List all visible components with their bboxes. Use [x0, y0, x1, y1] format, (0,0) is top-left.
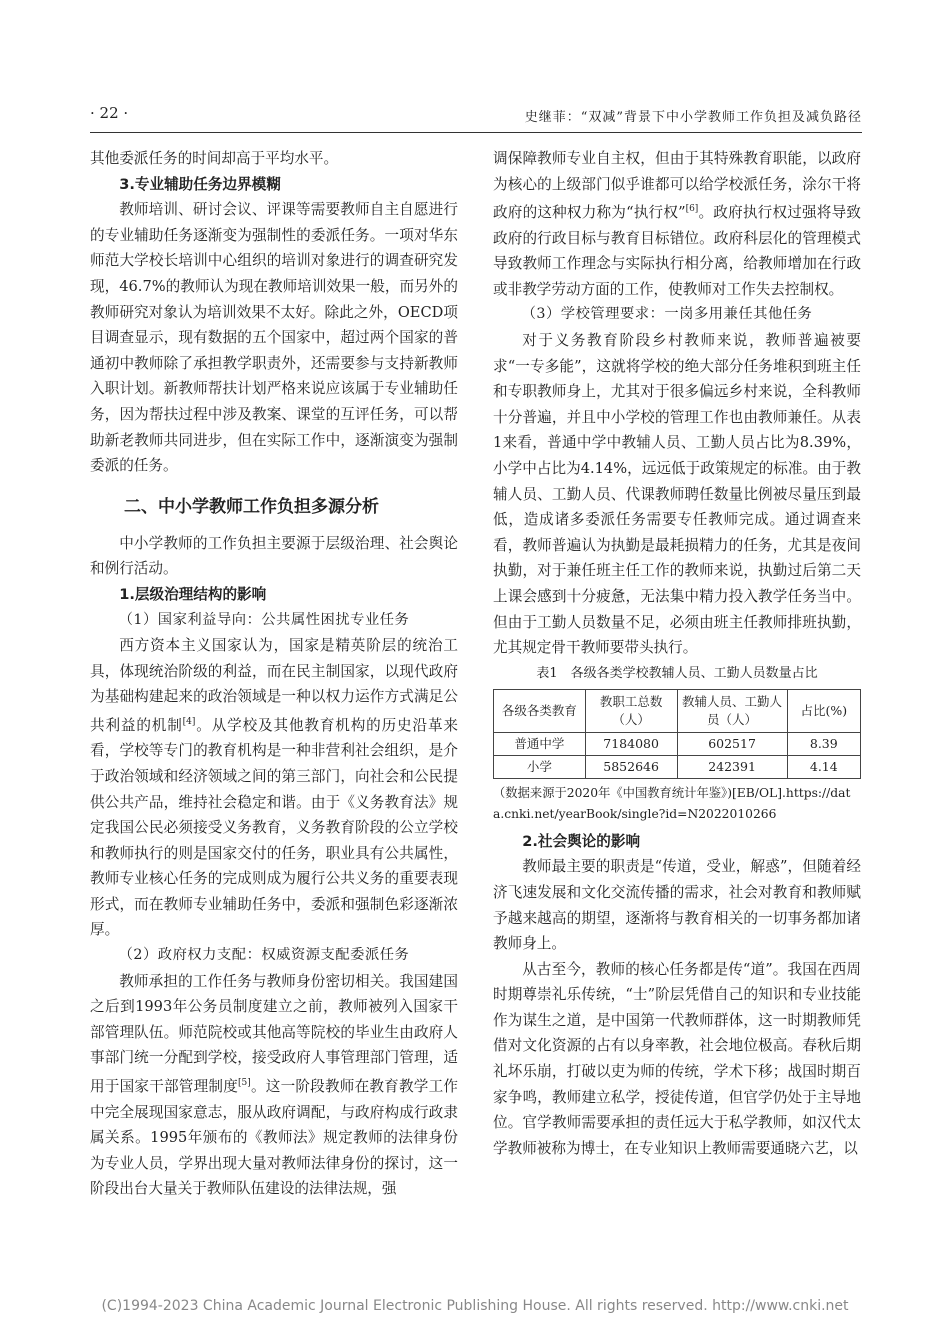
data-table: [493, 689, 861, 779]
paragraph-text: 西方资本主义国家认为，国家是精英阶层的统治工具，体现统治阶级的利益，而在民主制国家，以现代政府为基础构建起来的政治领域是一种以权力运作方式满足公共利益的机制: [90, 637, 458, 734]
paragraph-text: 教师承担的工作任务与教师身份密切相关。我国建国之后到1993年公务员制度建立之前，教师被列入国家干部管理队伍。师范院校或其他高等院校的毕业生由政府人事部门统一分配到学校，接受政府人事管理部门管理，适用于国家干部管理制度: [90, 972, 458, 1095]
table-cell: 5852646: [585, 755, 677, 778]
paragraph: [90, 633, 458, 943]
page-header: [90, 104, 862, 130]
table-source: （数据来源于2020年《中国教育统计年鉴》)[EB/OL].https://data.cnki.net/yearBook/single?id=N2022010266: [493, 785, 851, 821]
subsection-heading-3: （3）学校管理要求：一岗多用兼任其他任务: [521, 306, 813, 323]
table-cell: 8.39: [787, 732, 860, 755]
running-title: 史继菲：“双减”背景下中小学教师工作负担及减负路径: [524, 110, 862, 125]
table-cell: 4.14: [787, 755, 860, 778]
table-cell: 242391: [677, 755, 787, 778]
table-header-cell: 教职工总数（人）: [585, 689, 677, 732]
section-heading-3: 3.专业辅助任务边界模糊: [119, 175, 281, 193]
table-header-cell: 占比(%): [787, 689, 860, 732]
left-column: [90, 146, 458, 1202]
citation-ref: [6]: [685, 204, 699, 215]
subsection-heading-2: （2）政府权力支配：权威资源支配委派任务: [118, 947, 410, 964]
paragraph: 教师最主要的职责是“传道，受业，解惑”，但随着经济飞速发展和文化交流传播的需求，社会对教育和教师赋予越来越高的期望，逐渐将与教育相关的一切事务都加诸教师身上。: [493, 858, 861, 953]
header-rule: [90, 132, 862, 133]
paragraph-text: 调保障教师专业自主权，但由于其特殊教育职能，以政府为核心的上级部门似乎谁都可以给学校派任务，涂尔干将政府的这种权力称为“执行权”: [493, 150, 861, 222]
page-number: · 22 ·: [90, 104, 129, 122]
paragraph: 对于义务教育阶段乡村教师来说，教师普遍被要求“一专多能”，这就将学校的绝大部分任务堆积到班主任和专职教师身上，尤其对于很多偏远乡村来说，全科教师十分普遍，并且中小学校的管理工作也由教师兼任。从表1来看，普通中学中教辅人员、工勤人员占比为8.39%，小学中占比为4.14%，远远低于政策规定的标准。由于教辅人员、工勤人员、代课教师聘任数量比例被尽量压到最低，造成诸多委派任务需要专任教师完成。通过调查来看，教师普遍认为执勤是最耗损精力的任务，尤其是夜间执勤，对于兼任班主任工作的教师来说，执勤过后第二天上课会感到十分疲惫，无法集中精力投入教学任务当中。但由于工勤人员数量不足，必须由班主任教师排班执勤，尤其规定骨干教师要带头执行。: [493, 332, 861, 657]
paragraph: 教师培训、研讨会议、评课等需要教师自主自愿进行的专业辅助任务逐渐变为强制性的委派任务。一项对华东师范大学校长培训中心组织的培训对象进行的调查研究发现，46.7%的教师认为现在教师培训效果一般，而另外的教师研究对象认为培训效果不太好。除此之外，OECD项目调查显示，现有数据的五个国家中，超过两个国家的普通初中教师除了承担教学职责外，还需要参与支持新教师入职计划。新教师帮扶计划严格来说应该属于专业辅助任务，因为帮扶过程中涉及教案、课堂的互评任务，可以帮助新老教师共同进步，但在实际工作中，逐渐演变为强制委派的任务。: [90, 201, 458, 475]
subsection-heading-1: （1）国家利益导向：公共属性困扰专业任务: [118, 611, 410, 628]
table-cell: 普通中学: [494, 732, 586, 755]
table-cell: 小学: [494, 755, 586, 778]
paragraph-continued: 其他委派任务的时间却高于平均水平。: [90, 150, 339, 167]
table-cell: 602517: [677, 732, 787, 755]
citation-ref: [4]: [182, 716, 196, 727]
citation-ref: [5]: [238, 1078, 251, 1089]
paragraph-text: 。政府执行权过强将导致政府的行政目标与教育目标错位。政府科层化的管理模式导致教师工作理念与实际执行相分离，给教师增加在行政或非教学劳动方面的工作，使教师对工作失去控制权。: [493, 204, 861, 298]
paragraph: 中小学教师的工作负担主要源于层级治理、社会舆论和例行活动。: [90, 534, 458, 578]
table-header-cell: 教辅人员、工勤人员（人）: [677, 689, 787, 732]
paragraph-text: 。从学校及其他教育机构的历史沿革来看，学校等专门的教育机构是一种非营利社会组织，是介于政治领域和经济领域之间的第三部门，向社会和公民提供公共产品，维持社会稳定和谐。由于《义务教育法》规定我国公民必须接受义务教育，义务教育阶段的公立学校和教师执行的则是国家交付的任务，职业具有公共属性，教师专业核心任务的完成则成为履行公共义务的重要表现形式，而在教师专业辅助任务中，委派和强制色彩逐渐浓厚。: [90, 716, 458, 939]
section-heading-2: 二、中小学教师工作负担多源分析: [124, 496, 379, 517]
right-column: [493, 146, 861, 1161]
paragraph: [90, 969, 458, 1202]
copyright-footer: (C)1994-2023 China Academic Journal Electronic Publishing House. All rights reserved. http://www.cnki.net: [101, 1298, 849, 1314]
paragraph: 从古至今，教师的核心任务都是传“道”。我国在西周时期尊崇礼乐传统，“士”阶层凭借自己的知识和专业技能作为谋生之道，是中国第一代教师群体，这一时期教师凭借对文化资源的占有以身率教，社会地位极高。春秋后期礼坏乐崩，打破以吏为师的传统，学术下移；战国时期百家争鸣，教师建立私学，授徒传道，但官学仍处于主导地位。官学教师需要承担的责任远大于私学教师，如汉代太学教师被称为博士，在专业知识上教师需要通晓六艺，以: [493, 960, 861, 1157]
table-header-cell: 各级各类教育: [494, 689, 586, 732]
table-caption: 表1 各级各类学校教辅人员、工勤人员数量占比: [536, 665, 818, 681]
table-row: [494, 755, 861, 778]
paragraph-continued: [493, 146, 861, 302]
section-heading-2-sub: 2.社会舆论的影响: [522, 832, 641, 850]
table-row: [494, 732, 861, 755]
paragraph-text: 。这一阶段教师在教育教学工作中完全展现国家意志，服从政府调配，与政府构成行政隶属关系。1995年颁布的《教师法》规定教师的法律身份为专业人员，学界出现大量对教师法律身份的探讨，这一阶段出台大量关于教师队伍建设的法律法规，强: [90, 1077, 458, 1198]
section-heading-1: 1.层级治理结构的影响: [119, 585, 267, 603]
table-cell: 7184080: [585, 732, 677, 755]
table-header-row: [494, 689, 861, 732]
